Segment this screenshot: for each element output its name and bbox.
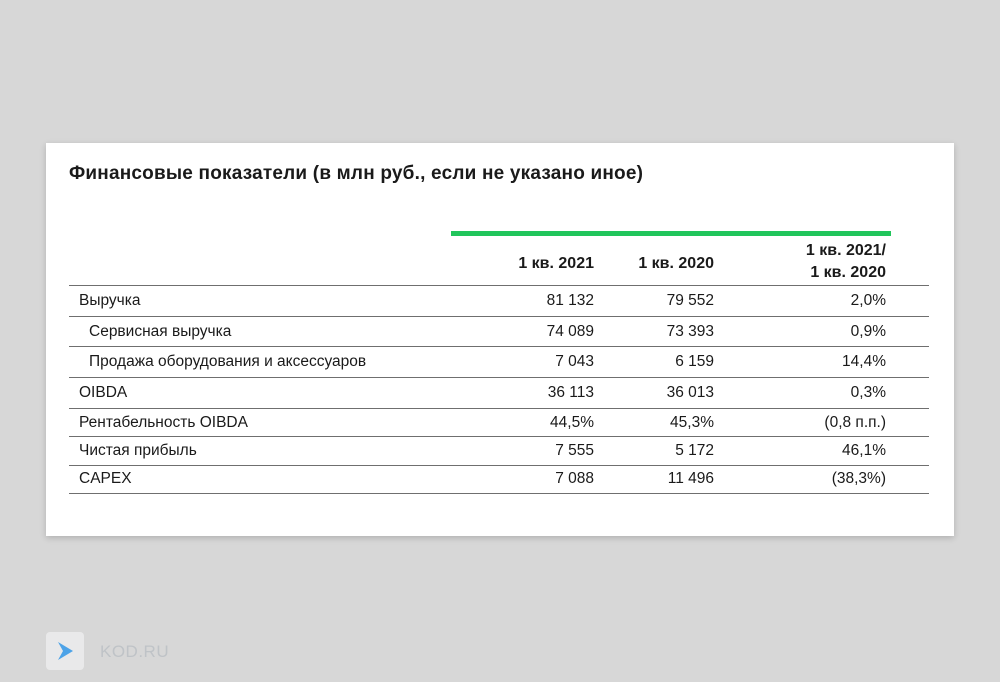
header-accent-bar — [451, 231, 891, 236]
financial-table-card — [46, 143, 954, 536]
table-row-service-revenue — [69, 316, 929, 346]
watermark-text[interactable]: KOD.RU — [100, 642, 170, 661]
table-row-equipment-sales — [69, 346, 929, 377]
value-q1-2020: 6 159 — [675, 353, 714, 370]
value-change: 46,1% — [842, 442, 886, 459]
value-change: 0,3% — [850, 384, 886, 401]
column-header-change-line1: 1 кв. 2021/ — [805, 242, 886, 259]
table-row-oibda — [69, 377, 929, 408]
value-q1-2021: 7 043 — [555, 353, 594, 370]
value-q1-2020: 36 013 — [666, 384, 714, 401]
value-q1-2021: 44,5% — [550, 414, 594, 431]
value-q1-2021: 81 132 — [546, 292, 594, 309]
value-change: (38,3%) — [831, 470, 886, 487]
column-header-q1-2021: 1 кв. 2021 — [518, 255, 594, 272]
row-label: Продажа оборудования и аксессуаров — [89, 353, 367, 370]
table-row-net-profit — [69, 436, 929, 465]
value-q1-2021: 7 088 — [555, 470, 594, 487]
value-q1-2020: 11 496 — [667, 470, 714, 487]
value-change: 14,4% — [842, 353, 886, 370]
row-label: OIBDA — [79, 384, 128, 401]
row-label: Выручка — [79, 292, 141, 309]
row-label: Чистая прибыль — [79, 442, 197, 459]
table-row-revenue — [69, 285, 929, 316]
play-arrow-logo-icon — [55, 641, 75, 661]
column-header-q1-2020: 1 кв. 2020 — [638, 255, 714, 272]
table-title: Финансовые показатели (в млн руб., если не указано иное) — [69, 163, 644, 184]
row-label: CAPEX — [79, 470, 132, 487]
column-header-change-line2: 1 кв. 2020 — [810, 264, 886, 281]
row-label: Рентабельность OIBDA — [79, 414, 248, 431]
financial-table — [69, 285, 929, 494]
table-row-capex — [69, 465, 929, 494]
value-q1-2021: 36 113 — [547, 384, 594, 401]
table-row-oibda-margin — [69, 408, 929, 436]
value-q1-2020: 79 552 — [666, 292, 714, 309]
value-q1-2020: 5 172 — [675, 442, 714, 459]
value-change: 0,9% — [850, 323, 886, 340]
value-change: (0,8 п.п.) — [824, 414, 886, 431]
value-q1-2021: 7 555 — [555, 442, 594, 459]
value-q1-2020: 73 393 — [666, 323, 714, 340]
row-label: Сервисная выручка — [89, 323, 232, 340]
kod-logo[interactable] — [46, 632, 84, 670]
value-change: 2,0% — [850, 292, 886, 309]
column-header-change — [726, 240, 886, 284]
value-q1-2020: 45,3% — [670, 414, 714, 431]
value-q1-2021: 74 089 — [546, 323, 594, 340]
